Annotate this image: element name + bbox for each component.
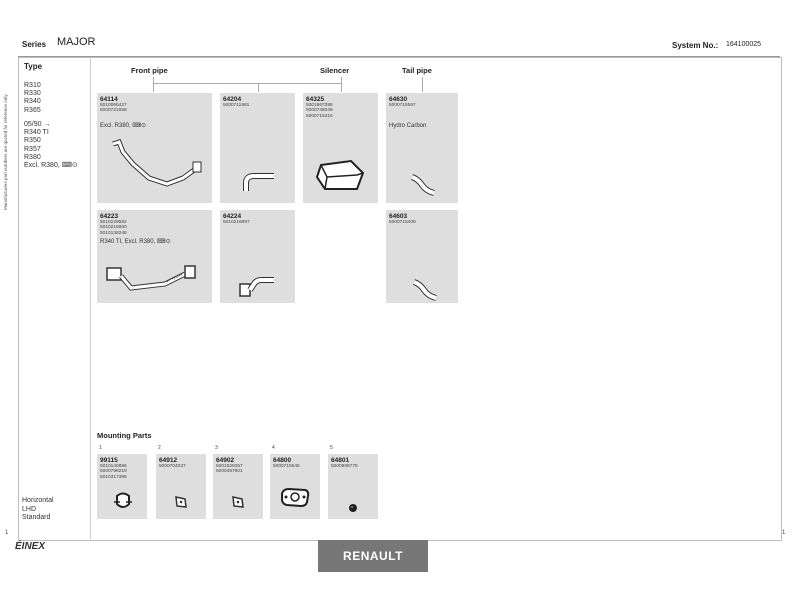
oem-number: 5000704037 <box>159 464 186 469</box>
mounting-card[interactable] <box>97 445 147 519</box>
part-card[interactable] <box>220 93 295 203</box>
oem-number: 5010216860 <box>100 225 127 231</box>
part-number: 64223 <box>100 213 119 220</box>
category-tail-pipe: Tail pipe <box>402 66 432 75</box>
oem-number: 5000721658 <box>100 108 127 114</box>
part-number: 99115 <box>100 457 118 464</box>
sidebar-divider <box>90 57 91 539</box>
type-item: R350 <box>24 137 41 145</box>
part-number: 64603 <box>389 213 408 220</box>
type-list-b <box>24 121 78 170</box>
rubber-mount-icon <box>347 502 359 514</box>
part-note: R340 TI, Excl. R380, ⌨⊙ <box>100 239 171 245</box>
front-pipe-icon <box>105 138 205 193</box>
oem-numbers <box>331 464 358 469</box>
oem-number: 5000798219 <box>100 469 127 475</box>
part-card[interactable] <box>97 93 212 203</box>
part-number: 64204 <box>223 96 242 103</box>
oem-numbers <box>389 103 416 108</box>
type-item: 05/90 → <box>24 121 51 128</box>
config-item: Standard <box>22 514 51 521</box>
mounting-card[interactable] <box>213 445 263 519</box>
type-item: Excl. R380, ⌨⊙ <box>24 162 78 170</box>
bend-pipe-icon <box>240 171 280 196</box>
oem-number: 5010216897 <box>223 220 250 225</box>
part-number: 64325 <box>306 96 325 103</box>
oem-number: 5000988778 <box>331 464 358 469</box>
oem-number: 5010229582 <box>100 220 127 225</box>
category-silencer: Silencer <box>320 66 350 75</box>
oem-numbers <box>159 464 186 469</box>
page-number: 1 <box>782 530 786 536</box>
mounting-index: 1 <box>99 445 102 451</box>
oem-numbers <box>273 464 300 469</box>
oem-numbers <box>100 220 127 236</box>
left-page-mark: 1 <box>5 530 9 536</box>
part-card[interactable] <box>97 210 212 303</box>
mounting-index: 4 <box>272 445 275 451</box>
oem-number: 5000715545 <box>273 464 300 469</box>
type-item: R365 <box>24 106 41 114</box>
oem-numbers <box>100 464 127 480</box>
part-number: 64902 <box>216 457 235 464</box>
oem-numbers <box>223 220 250 225</box>
category-front-pipe: Front pipe <box>131 66 168 75</box>
oem-number: 5000711981 <box>223 103 250 108</box>
part-number: 64114 <box>100 96 118 103</box>
oem-number: 5000715416 <box>306 113 333 119</box>
silencer-box-icon <box>313 155 368 195</box>
series-label: Series <box>22 40 47 49</box>
type-item: R380 <box>24 153 41 161</box>
oem-number: 5010140896 <box>100 464 127 469</box>
tail-pipe-icon <box>408 173 438 198</box>
part-note: Excl. R380, ⌨⊙ <box>100 123 147 129</box>
series-value: MAJOR <box>57 36 96 48</box>
oem-numbers <box>216 464 243 475</box>
clamp-icon <box>112 492 134 512</box>
mounting-card[interactable] <box>270 445 320 519</box>
oem-number: 5000748049 <box>306 108 333 114</box>
connector-drop <box>341 77 342 92</box>
oem-number: 5010065427 <box>100 103 127 108</box>
type-item: R357 <box>24 145 41 153</box>
part-number: 64801 <box>331 457 350 464</box>
connector-drop <box>422 77 423 92</box>
oem-numbers <box>223 103 249 108</box>
flex-pipe-icon <box>105 262 205 300</box>
connector-drop <box>153 77 154 92</box>
oem-number: 5000715567 <box>389 103 416 108</box>
oem-numbers <box>100 103 127 114</box>
oem-number: 5000715409 <box>389 220 416 225</box>
oem-number: 5010317399 <box>100 474 127 480</box>
oem-number: 5001829357 <box>216 464 243 469</box>
oem-numbers <box>306 103 333 119</box>
bracket-icon <box>230 494 246 510</box>
part-card[interactable] <box>386 93 458 203</box>
config-item: LHD <box>22 505 37 513</box>
type-label: Type <box>24 62 43 71</box>
mounting-index: 2 <box>158 445 161 451</box>
config-item: Horizontal <box>22 497 54 504</box>
einex-logo: ÉINEX <box>15 541 46 552</box>
brand-banner: RENAULT <box>318 540 428 572</box>
gasket-icon <box>279 486 311 508</box>
type-item: R340 <box>24 98 41 106</box>
mounting-index: 5 <box>330 445 333 451</box>
bend-pipe-icon <box>238 276 278 301</box>
part-number: 64630 <box>389 96 408 103</box>
part-number: 64912 <box>159 457 178 464</box>
part-number: 64224 <box>223 213 242 220</box>
oem-number: 5010138248 <box>100 230 127 236</box>
part-card[interactable] <box>303 93 378 203</box>
system-label: System No.: <box>672 41 719 50</box>
connector-drop <box>258 83 259 92</box>
oem-number: 5000487901 <box>216 469 243 475</box>
part-card[interactable] <box>220 210 295 303</box>
type-list-a <box>24 82 41 115</box>
type-item: R340 TI <box>24 129 49 137</box>
part-note: Hydro Carbon <box>389 123 427 129</box>
mounting-card[interactable] <box>156 445 206 519</box>
type-item: R330 <box>24 90 41 98</box>
side-disclaimer: Manufacturers part numbers are quoted for reference only <box>3 94 8 210</box>
category-connector <box>153 83 341 84</box>
type-item: R310 <box>24 82 41 89</box>
mounting-parts-title: Mounting Parts <box>97 431 152 440</box>
oem-number: 5001867398 <box>306 103 333 108</box>
mounting-card[interactable] <box>328 445 378 519</box>
part-card[interactable] <box>386 210 458 303</box>
system-value: 164100025 <box>726 41 762 48</box>
tail-pipe-icon <box>410 278 440 303</box>
mounting-index: 3 <box>215 445 218 451</box>
part-number: 64800 <box>273 457 292 464</box>
bracket-icon <box>173 494 189 510</box>
oem-numbers <box>389 220 416 225</box>
config-list <box>22 497 54 523</box>
